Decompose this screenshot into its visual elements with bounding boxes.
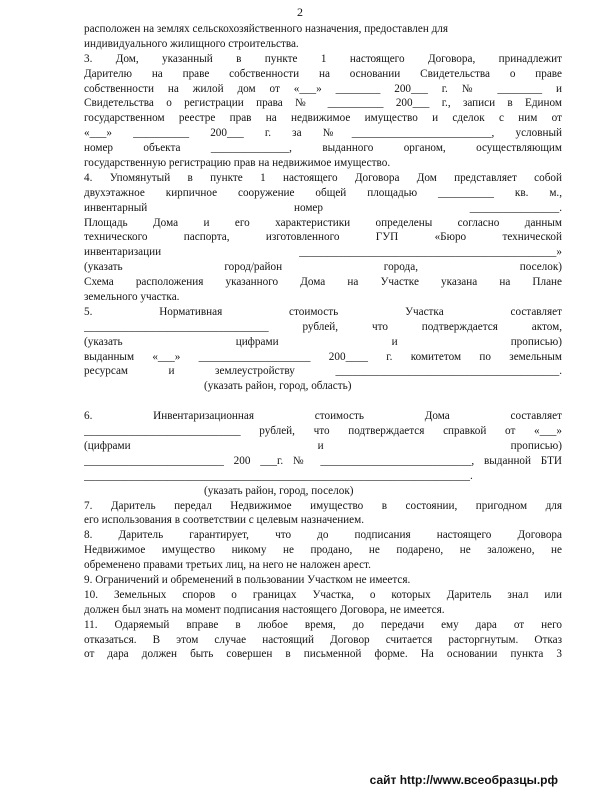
doc-line: собственности на жилой дом от «___» ________ 200___ г. № ________ и bbox=[84, 82, 562, 95]
doc-line: Свидетельства о регистрации права № __________ 200___ г., записи в Едином bbox=[84, 97, 562, 110]
doc-line: (указать цифрами и прописью) bbox=[84, 335, 562, 348]
doc-line: (цифрами и прописью) bbox=[84, 439, 562, 452]
doc-line: 3. Дом, указанный в пункте 1 настоящего Договора, принадлежит bbox=[84, 52, 562, 65]
doc-line: _________________________________ рублей, что подтверждается актом, bbox=[84, 320, 562, 333]
doc-line: Схема расположения указанного Дома на Участке указана на Плане bbox=[84, 276, 562, 289]
doc-line: 7. Даритель передал Недвижимое имущество в состоянии, пригодном для bbox=[84, 499, 562, 512]
doc-line: «___» __________ 200___ г. за №_________________________, условный bbox=[84, 127, 562, 140]
doc-line: 10. Земельных споров о границах Участка, о которых Даритель знал или bbox=[84, 588, 562, 601]
doc-line: 6. Инвентаризационная стоимость Дома составляет bbox=[84, 410, 562, 423]
doc-line: его использования в соответствии с целевым назначением. bbox=[84, 514, 365, 527]
doc-line: 8. Даритель гарантирует, что до подписания настоящего Договора bbox=[84, 529, 562, 542]
doc-line: Недвижимое имущество никому не продано, не подарено, не заложено, не bbox=[84, 544, 562, 557]
doc-line: _____________________________________________________________________. bbox=[84, 469, 473, 482]
doc-line: номер объекта ______________, выданного органом, осуществляющим bbox=[84, 142, 562, 155]
doc-line: расположен на землях сельскохозяйственного назначения, предоставлен для bbox=[84, 23, 449, 35]
doc-line: выданным «___» ____________________ 200____ г. комитетом по земельным bbox=[84, 350, 562, 363]
doc-line: 9. Ограничений и обременений в пользовании Участком не имеется. bbox=[84, 573, 411, 586]
doc-line: государственном реестре прав на недвижимое имущество и сделок с ним от bbox=[84, 112, 562, 125]
doc-line: обременено правами третьих лиц, на него не наложен арест. bbox=[84, 559, 371, 572]
doc-line: Площадь Дома и его характеристики определены согласно данным bbox=[84, 216, 562, 229]
doc-line: (указать район, город, поселок) bbox=[204, 484, 354, 497]
doc-line: _________________________ 200 ___г. № ___________________________, выданной БТИ bbox=[84, 454, 562, 467]
doc-line: (указать район, город, область) bbox=[204, 380, 352, 393]
doc-line: ресурсам и землеустройству ________________________________________. bbox=[84, 365, 562, 378]
doc-line: отказаться. В этом случае настоящий Договор считается расторгнутым. Отказ bbox=[84, 633, 562, 646]
page-number: 2 bbox=[297, 5, 303, 19]
doc-line: ____________________________ рублей, что подтверждается справкой от «___» bbox=[84, 425, 562, 438]
doc-line: инвентарный номер ________________. bbox=[84, 201, 562, 214]
doc-line: инвентаризации ______________________________________________» bbox=[84, 246, 562, 259]
doc-line: земельного участка. bbox=[84, 291, 180, 304]
document-body bbox=[84, 22, 562, 662]
doc-line: 5. Нормативная стоимость Участка составляет bbox=[84, 305, 562, 318]
doc-line: индивидуального жилищного строительства. bbox=[84, 37, 299, 50]
doc-line: Дарителю на праве собственности на основании Свидетельства о праве bbox=[84, 67, 562, 80]
doc-line bbox=[84, 394, 562, 409]
doc-line: 11. Одаряемый вправе в любое время, до передачи ему дара от него bbox=[84, 618, 562, 631]
doc-line: 4. Упомянутый в пункте 1 настоящего Договора Дом представляет собой bbox=[84, 171, 562, 184]
doc-line: государственную регистрацию прав на недвижимое имущество. bbox=[84, 157, 391, 170]
site-footer: сайт http://www.всеобразцы.рф bbox=[369, 773, 558, 787]
doc-line: двухэтажное кирпичное сооружение общей площадью __________ кв. м., bbox=[84, 186, 562, 199]
doc-line: от дара должен быть совершен в письменной форме. На основании пункта 3 bbox=[84, 648, 562, 661]
doc-line: должен был знать на момент подписания настоящего Договора, не имеется. bbox=[84, 603, 445, 616]
doc-line: технического паспорта, изготовленного ГУП «Бюро технической bbox=[84, 231, 562, 244]
doc-line: (указать город/район города, поселок) bbox=[84, 261, 562, 274]
